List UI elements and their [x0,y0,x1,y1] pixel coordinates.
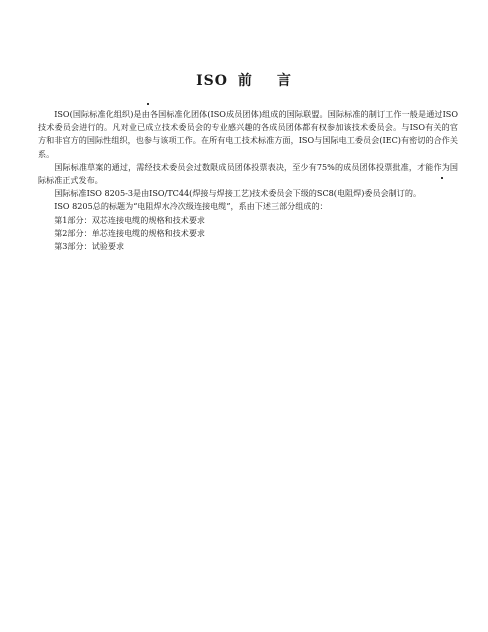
list-item-part-3: 第3部分：试验要求 [54,241,125,252]
list-item-part-1: 第1部分：双芯连接电缆的规格和技术要求 [54,214,206,225]
page-title [0,70,488,90]
paragraph-iso-intro: ISO(国际标准化组织)是由各国标准化团体(ISO成员团体)组成的国际联盟。国际标准的制订工作一般是通过ISO技术委员会进行的。凡对业已成立技术委员会的专业感兴趣的各成员团体都有权参加该技术委员会。与ISO有关的官方和非官方的国际性组织，也参与该项工作。在所有电工技术标准方面，ISO与国际电工委员会(IEC)有密切的合作关系。 [38,109,458,159]
foreword-body [38,108,458,253]
list-item-part-2: 第2部分：单芯连接电缆的规格和技术要求 [54,227,206,238]
paragraph-draft-approval: 国际标准草案的通过，需经技术委员会过数限成员团体投票表决，至少有75%的成员团体投票批准，才能作为国际标准正式发布。 [38,161,458,186]
title-yan: 言 [276,73,292,89]
title-iso: ISO [196,73,228,89]
title-qian: 前 [237,73,253,89]
paragraph-parts-intro: ISO 8205总的标题为“电阻焊水冷次级连接电缆”，系由下述三部分组成的： [54,201,328,212]
scan-speck [147,103,149,105]
paragraph-standard-origin: 国际标准ISO 8205-3是由ISO/TC44(焊接与焊接工艺)技术委员会下级的SC8(电阻焊)委员会制订的。 [54,188,422,199]
